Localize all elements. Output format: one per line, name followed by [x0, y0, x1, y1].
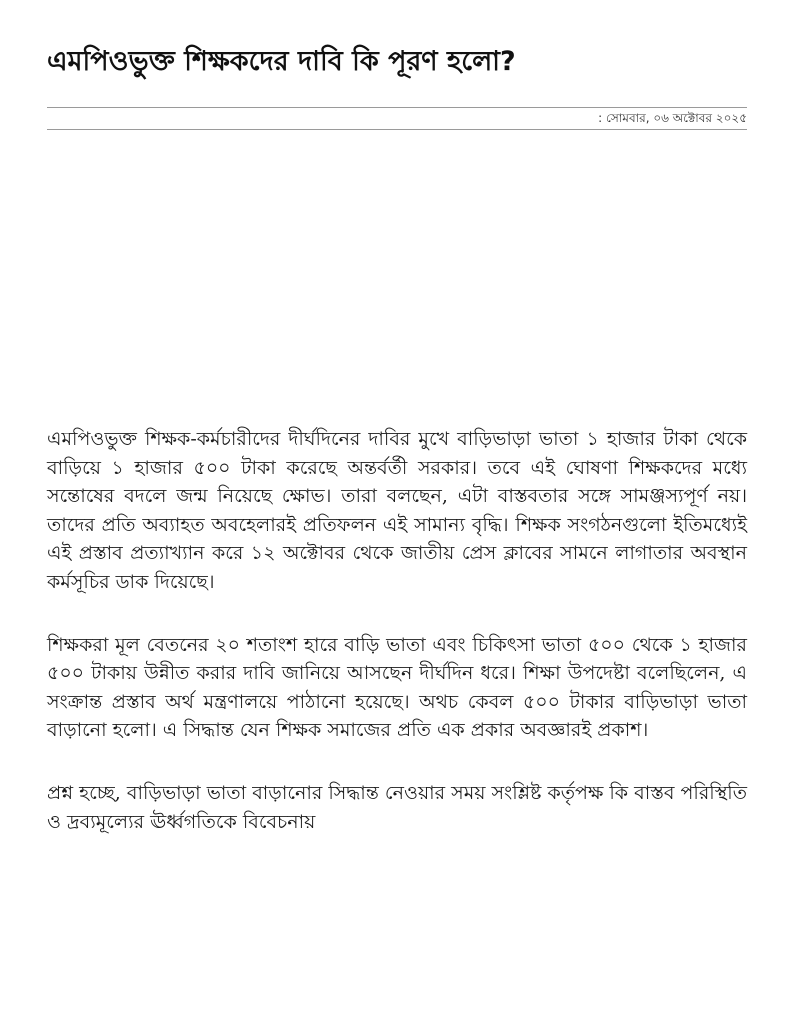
paragraph-2: শিক্ষকরা মূল বেতনের ২০ শতাংশ হারে বাড়ি ভাতা এবং চিকিৎসা ভাতা ৫০০ থেকে ১ হাজার ৫০০ টাকায় উন্নীত করার দাবি জানিয়ে আসছেন দীর্ঘদিন ধরে। শিক্ষা উপদেষ্টা বলেছিলেন, এ সংক্রান্ত প্রস্তাব অর্থ মন্ত্রণালয়ে পাঠানো হয়েছে। অথচ কেবল ৫০০ টাকার বাড়িভাড়া ভাতা বাড়ানো হলো। এ সিদ্ধান্ত যেন শিক্ষক সমাজের প্রতি এক প্রকার অবজ্ঞারই প্রকাশ। — [47, 633, 747, 742]
article-headline: এমপিওভুক্ত শিক্ষকদের দাবি কি পূরণ হলো? — [47, 46, 516, 77]
paragraph-3: প্রশ্ন হচ্ছে, বাড়িভাড়া ভাতা বাড়ানোর সিদ্ধান্ত নেওয়ার সময় সংশ্লিষ্ট কর্তৃপক্ষ কি বাস্তব পরিস্থিতি ও দ্রব্যমূল্যের ঊর্ধ্বগতিকে বিবেচনায় — [47, 781, 747, 833]
date-bar — [47, 107, 747, 130]
paragraph-1: এমপিওভুক্ত শিক্ষক-কর্মচারীদের দীর্ঘদিনের দাবির মুখে বাড়িভাড়া ভাতা ১ হাজার টাকা থেকে বাড়িয়ে ১ হাজার ৫০০ টাকা করেছে অন্তর্বর্তী সরকার। তবে এই ঘোষণা শিক্ষকদের মধ্যে সন্তোষের বদলে জন্ম নিয়েছে ক্ষোভ। তারা বলছেন, এটা বাস্তবতার সঙ্গে সামঞ্জস্যপূর্ণ নয়। তাদের প্রতি অব্যাহত অবহেলারই প্রতিফলন এই সামান্য বৃদ্ধি। শিক্ষক সংগঠনগুলো ইতিমধ্যেই এই প্রস্তাব প্রত্যাখ্যান করে ১২ অক্টোবর থেকে জাতীয় প্রেস ক্লাবের সামনে লাগাতার অবস্থান কর্মসূচির ডাক দিয়েছে। — [47, 428, 747, 593]
publish-date: : সোমবার, ০৬ অক্টোবর ২০২৫ — [598, 111, 747, 125]
article-body — [47, 425, 747, 870]
featured-image-area — [47, 140, 747, 410]
article — [47, 0, 747, 833]
